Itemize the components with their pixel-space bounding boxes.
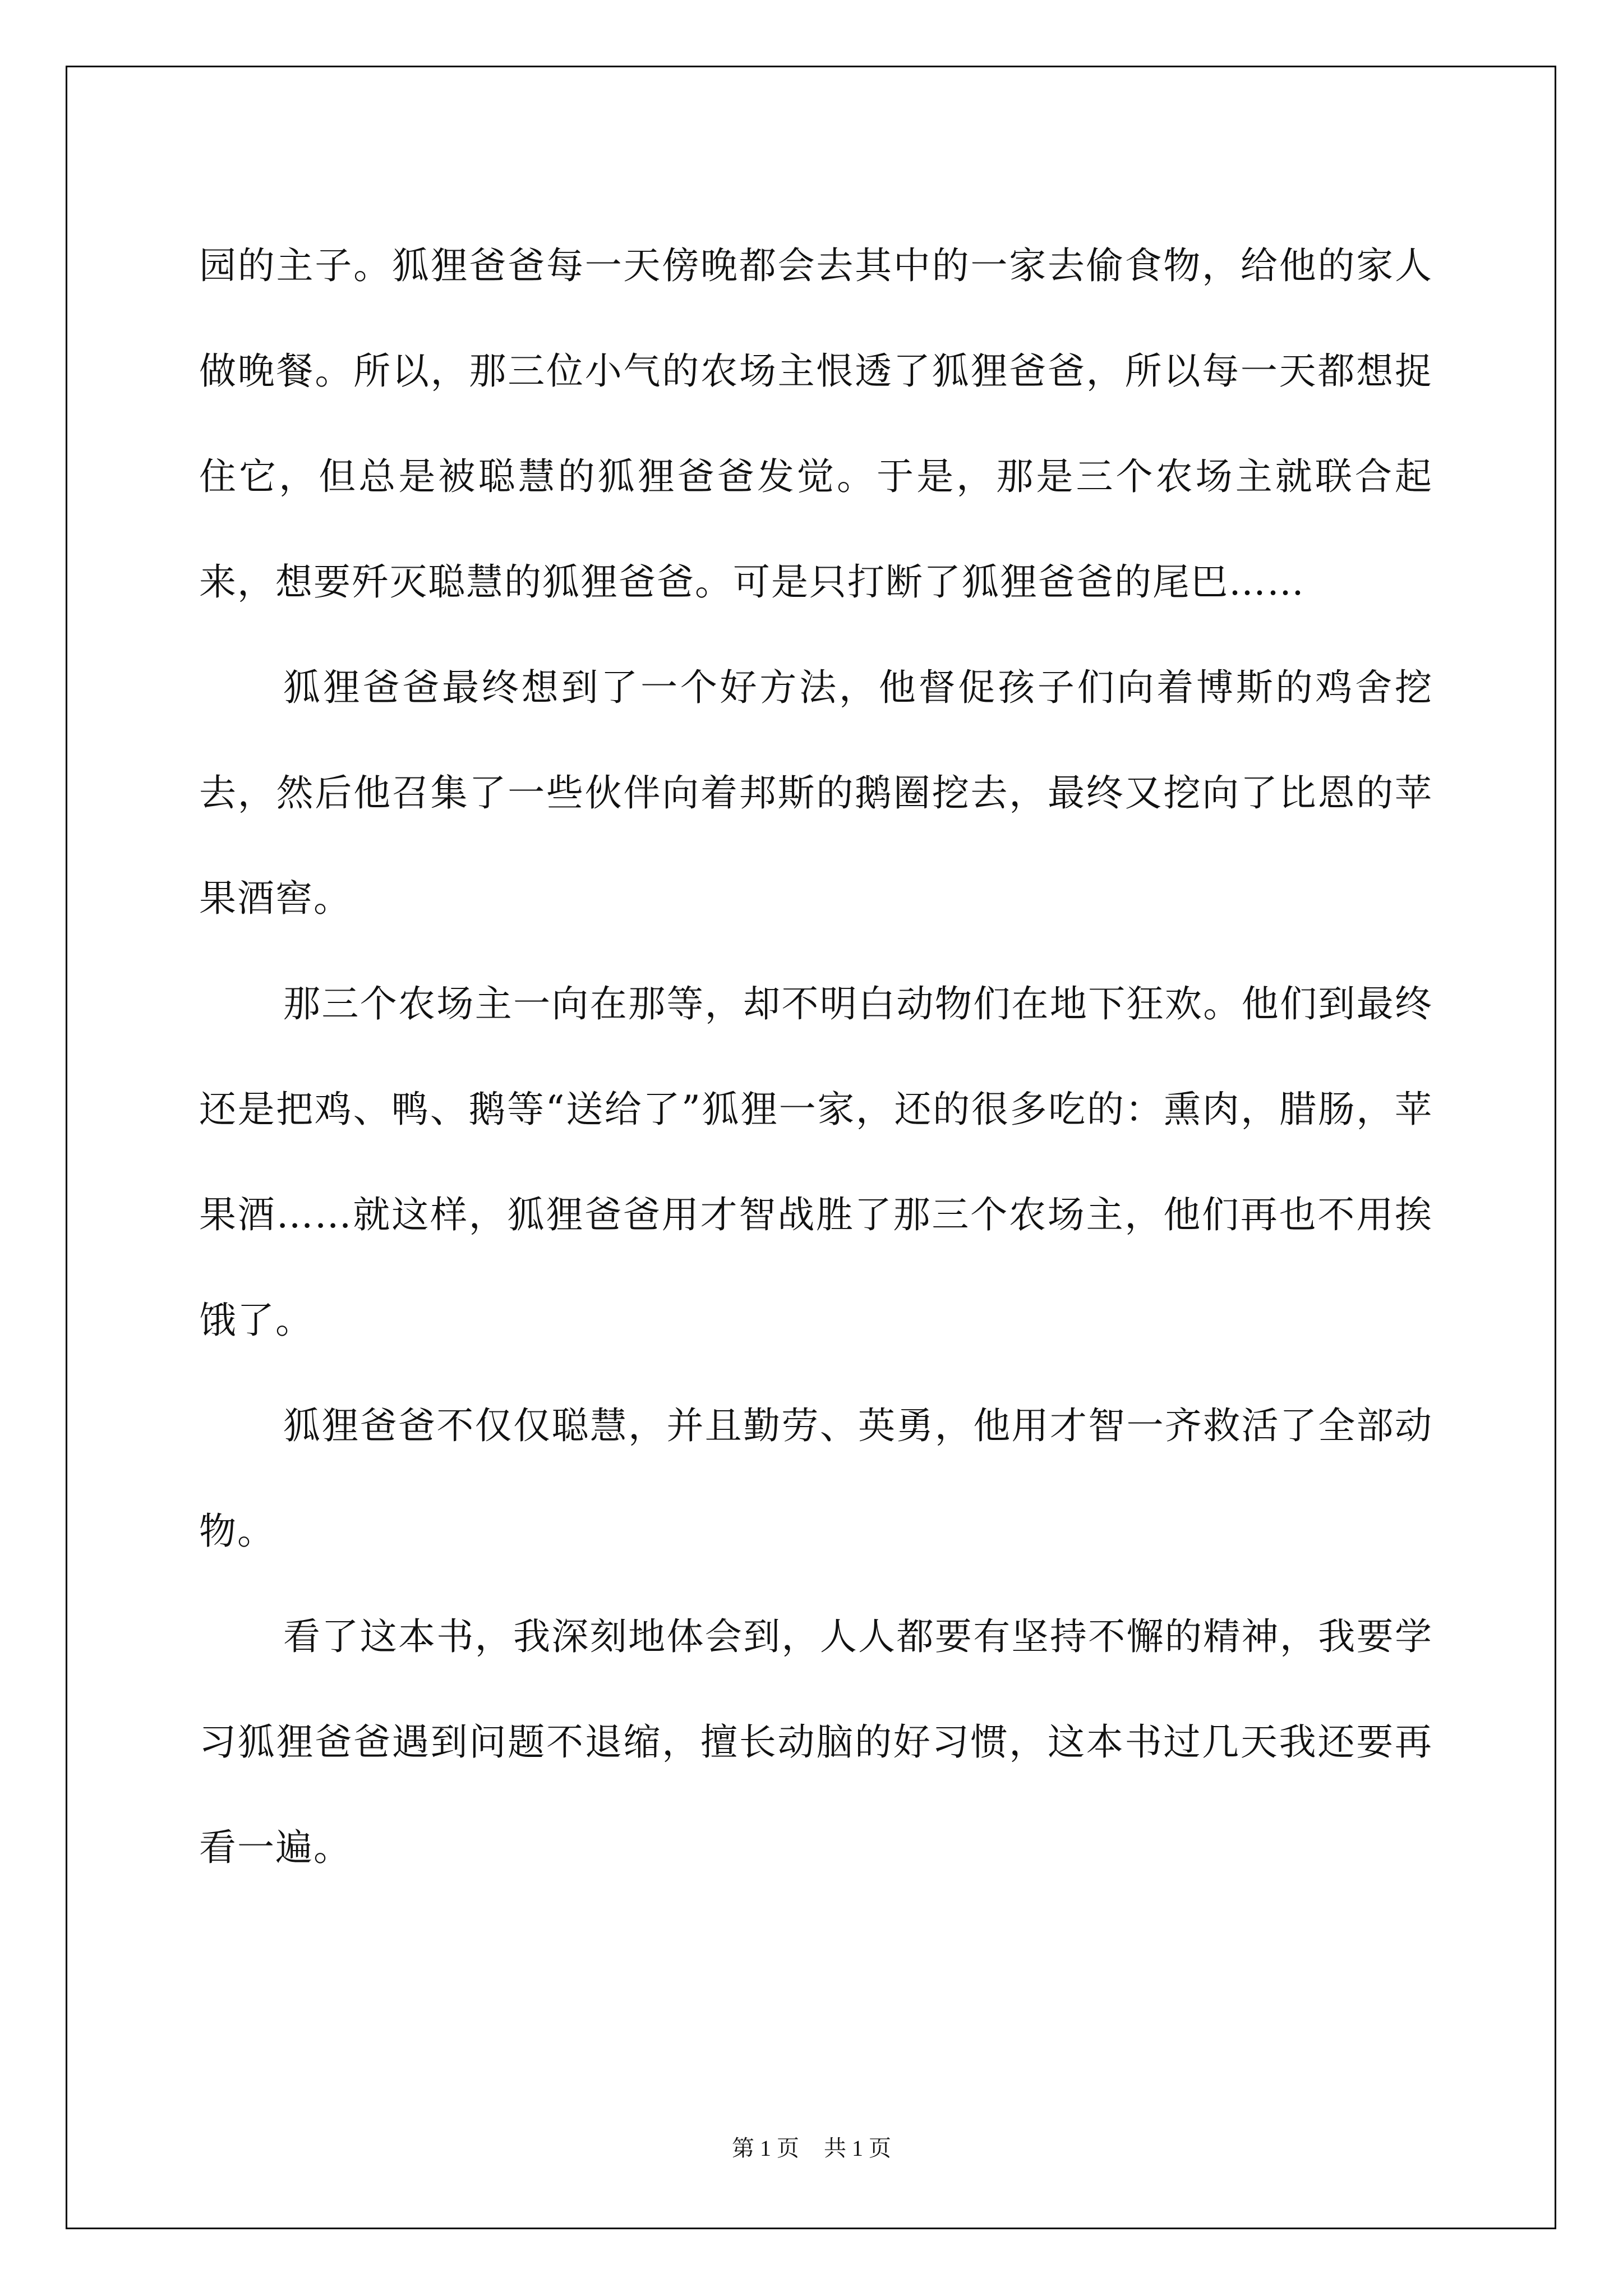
page-total: 共 1 页 (824, 2136, 891, 2161)
paragraph-continuation: 园的主子。狐狸爸爸每一天傍晚都会去其中的一家去偷食物，给他的家人做晚餐。所以，那三位小气的农场主恨透了狐狸爸爸，所以每一天都想捉住它，但总是被聪慧的狐狸爸爸发觉。于是，那是三个农场主就联合起来，想要歼灭聪慧的狐狸爸爸。可是只打断了狐狸爸爸的尾巴…… (199, 244, 1433, 604)
document-body (199, 213, 1433, 1901)
page-footer (0, 2131, 1623, 2162)
paragraph-fox-virtues: 狐狸爸爸不仅仅聪慧，并且勤劳、英勇，他用才智一齐救活了全部动物。 (199, 1404, 1433, 1553)
page-number: 第 1 页 (732, 2136, 799, 2161)
paragraph-farmers-waiting: 那三个农场主一向在那等，却不明白动物们在地下狂欢。他们到最终还是把鸡、鸭、鹅等“送给了”狐狸一家，还的很多吃的：熏肉，腊肠，苹果酒……就这样，狐狸爸爸用才智战胜了那三个农场主，他们再也不用挨饿了。 (199, 982, 1433, 1342)
paragraph-reflection: 看了这本书，我深刻地体会到，人人都要有坚持不懈的精神，我要学习狐狸爸爸遇到问题不退缩，擅长动脑的好习惯，这本书过几天我还要再看一遍。 (199, 1615, 1433, 1869)
paragraph-fox-plan: 狐狸爸爸最终想到了一个好方法，他督促孩子们向着博斯的鸡舍挖去，然后他召集了一些伙伴向着邦斯的鹅圈挖去，最终又挖向了比恩的苹果酒窖。 (199, 666, 1433, 920)
